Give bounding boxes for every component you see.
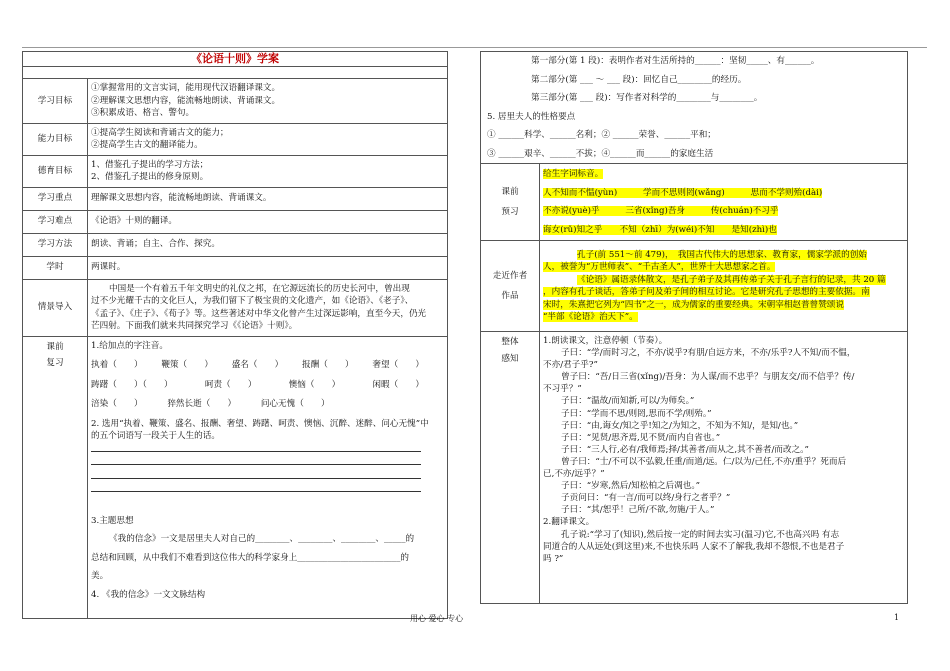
vocab-item: 报酬（ ） [302,360,354,370]
author-line: 人，被誉为“万世师表”、“千古圣人”，世界十大思想家之首。 [543,262,776,272]
part-line: 第三部分(第 ___ 段)：写作者对科学的________与________。 [531,93,763,103]
author-line: 孔子(前 551～前 479)， 我国古代伟大的思想家、教育家，儒家学派的创始 [577,249,867,260]
preview-line: 不亦说(yuè)乎 三省(xǐng)吾身 传(chuán)不习乎 [543,206,779,216]
part-line: 第一部分(第 1 段)：表明作者对生活所持的______：坚韧_____、有______。 [531,56,820,66]
right-table [480,51,908,604]
ability-label: 能力目标 [23,123,88,155]
vocab-item: 盛名（ ） [231,360,284,370]
analect-line: 子曰：“三人行,必有/我师焉;择/其善者/而从之,其不善者/而改之。” [561,444,809,455]
author-content [540,241,908,332]
preview-label [481,164,540,241]
author-line: 《论语》属语录体散文，是孔子弟子及其再传弟子关于孔子言行的记录，共 20 篇 [577,274,886,285]
difficulty-label: 学习难点 [23,210,88,233]
preview-content [540,164,908,241]
doc-title: 《论语十则》学案 [23,52,448,67]
moral-label: 德育目标 [23,155,88,187]
intro-content [88,279,448,336]
vocab-item: 鞭策（ ） [161,360,213,370]
page-footer: 用心 爱心 专心 [410,614,464,623]
review-label [23,336,88,618]
vocab-row-1 [91,359,444,372]
preview-head: 给生字词标音。 [543,169,604,179]
moral-content [88,155,448,187]
intro-line: 《孟子》、《庄子》、《荀子》等。这些著述对中华文化曾产生过深远影响，直至今天，仍光 [91,308,427,319]
goal-item: ①掌握常用的文言实词，能用现代汉语翻译课文。 [91,83,281,93]
vocab-item: 执着（ ） [91,360,143,370]
vocab-row-2 [91,379,444,392]
analect-line: 子曰：“学/而时习之，不亦/说乎?有朋/自远方来，不亦/乐乎?人不知/而不愠， [561,348,856,359]
structure-title: 4. 《我的信念》一文文脉结构 [91,589,206,600]
goals-content [88,79,448,124]
answer-lines[interactable] [91,443,444,497]
analect-line: 子曰：“学而不思/则罔,思而不学/则殆。” [561,408,712,419]
preview-label-line2: 预习 [501,207,519,217]
answer-line[interactable] [91,490,421,492]
intro-line: 芒四射。下面我们就来共同探究学习《《论语》十则》。 [91,321,298,331]
author-label [481,241,540,332]
method-content: 朗读、背诵；自主、合作、探究。 [88,233,448,256]
translate-line: 同道合的人从远处(到这里)来,不也快乐吗 人家不了解我,我却不怨恨,不也是君子 [543,541,845,552]
structure-content [481,52,908,164]
whole-label-line1: 整体 [501,337,519,347]
method-label: 学习方法 [23,233,88,256]
analect-line: 不亦/君子乎?” [543,360,598,371]
review-question-1: 1.给加点的字注音。 [91,340,168,351]
left-table [22,51,448,619]
analect-line: 子曰：“温故/而知新,可以/为师矣。” [561,396,695,407]
intro-line: 中国是一个有着五千年文明史的礼仪之邦，在它源远流长的历史长河中，曾出现 [109,283,410,294]
spacer-row [23,67,448,79]
analect-line: 已,不亦/远乎？” [543,469,605,480]
analect-line: 子贡问曰：“有一言/而可以终/身行之者乎？” [561,493,731,504]
key-label: 学习重点 [23,187,88,210]
vocab-item: 闲暇（ ） [372,379,424,390]
theme-title: 3.主题思想 [91,515,134,526]
goals-label: 学习目标 [23,79,88,124]
theme-line: 美。 [91,571,109,581]
analect-line: 曾子曰：“士/不可以不弘毅,任重/而道/远。仁/以为/己任,不亦/重乎？死而后 [561,456,847,467]
answer-line[interactable] [91,463,421,465]
review-label-line2: 复习 [46,358,64,368]
author-label-line1: 走近作者 [492,270,528,281]
review-question-2: 2. 选用“执着、鞭策、盛名、报酬、奢望、踌躇、呵责、懊恼、沉醉、迷醉、问心无愧”中 [91,418,429,429]
analect-line: 子曰：“见贤/思齐焉,见不贤/而内自省也。” [561,432,721,443]
analect-line: 不习乎？” [543,384,582,395]
vocab-item: 呵责（ ） [204,379,257,390]
analect-line: 子曰：“由,诲女/知之乎!知之/为知之，不知为不知/，是知/也。” [561,420,799,431]
traits-title: 5. 居里夫人的性格要点 [487,111,576,122]
author-line: “半部《论语》治天下”。 [543,312,638,322]
whole-question-1: 1.朗读课文，注意停顿（节奏）。 [543,336,668,346]
key-content: 理解课文思想内容，能流畅地朗读、背诵课文。 [88,187,448,210]
theme-line: 总结和回顾，从中我们不难看到这位伟大的科学家身上________________________的 [91,552,409,563]
hours-content: 两课时。 [88,256,448,279]
traits-line: ① ______科学、______名利；② ______荣誉、______平和； [487,130,716,140]
intro-label: 情景导入 [23,279,88,336]
vocab-item: 奢望（ ） [372,360,424,370]
whole-content [540,332,908,604]
answer-line[interactable] [91,450,421,452]
vocab-item: 猝然长逝（ ） [167,399,237,409]
traits-line: ③ ______艰辛、______不拔；④______而______的家庭生活 [487,148,714,159]
whole-question-2: 2.翻译课文。 [543,517,595,528]
author-label-line2: 作品 [501,291,519,301]
moral-item: 1、借鉴孔子提出的学习方法； [91,159,209,170]
ability-item: ②提高学生古文的翻译能力。 [91,140,203,150]
analect-line: 曾子曰：“吾/日三省(xǐng)/吾身：为人谋/而不忠乎？与朋友交/而不信乎？传/ [561,372,855,383]
hours-label: 学时 [23,256,88,279]
vocab-item: 懊恼（ ） [288,379,341,390]
whole-label [481,332,540,604]
ability-item: ①提高学生阅读和背诵古文的能力； [91,127,229,138]
moral-item: 2、借鉴孔子提出的修身原则。 [91,172,209,182]
page-number: 1 [894,613,900,622]
goal-item: ③积累成语、格言、警句。 [91,108,195,118]
difficulty-content: 《论语》十则的翻译。 [88,210,448,233]
preview-label-line1: 课前 [501,186,519,197]
preview-line: 人不知而不愠(yùn) 学而不思则罔(wǎng) 思而不学则殆(dài) [543,187,823,198]
vocab-item: 踌躇（ ）（ ） [91,379,173,390]
theme-line: 《我的信念》一文是居里夫人对自己的________、________、________、_____的 [109,534,415,544]
answer-line[interactable] [91,477,421,479]
part-line: 第二部分(第 ___ ～ ___ 段)：回忆自己________的经历。 [531,74,747,85]
whole-label-line2: 感知 [501,353,519,364]
preview-line: 诲女(rǔ)知之乎 不知（zhī）为(wéi)不知 是知(zhì)也 [543,224,777,235]
translate-line: 孔子说:“学习了(知识),然后按一定的时间去实习(温习)它,不也高兴吗 有志 [561,529,840,540]
header-rule [22,47,927,48]
analect-line: 子曰：“岁寒,然后/知松柏之后凋也。” [561,481,701,492]
author-line: ，内容有孔子谈话，答弟子问及弟子间的相互讨论。它是研究孔子思想的主要依据。南 [543,287,870,297]
vocab-item: 问心无愧（ ） [260,399,330,409]
vocab-row-3 [91,398,444,411]
review-label-line1: 课前 [46,341,64,352]
translate-line: 吗 ?” [543,553,564,564]
author-line: 宋时，朱熹把它列为“四书”之一，成为儒家的重要经典。宋朝宰相赵普曾赞颂说 [543,299,844,310]
review-content [88,336,448,618]
vocab-item: 涪染（ ） [91,399,143,409]
ability-content [88,123,448,155]
analect-line: 子曰：“其/恕乎！己所/不欲,勿施/于人。” [561,505,715,516]
intro-line: 过不少光耀千古的文化巨人，为我们留下了极宝贵的文化遗产，如《论语》、《老子》、 [91,296,414,306]
review-question-2-cont: 的五个词语写一段关于人生的话。 [91,431,220,441]
goal-item: ②理解课文思想内容，能流畅地朗读、背诵课文。 [91,95,281,106]
